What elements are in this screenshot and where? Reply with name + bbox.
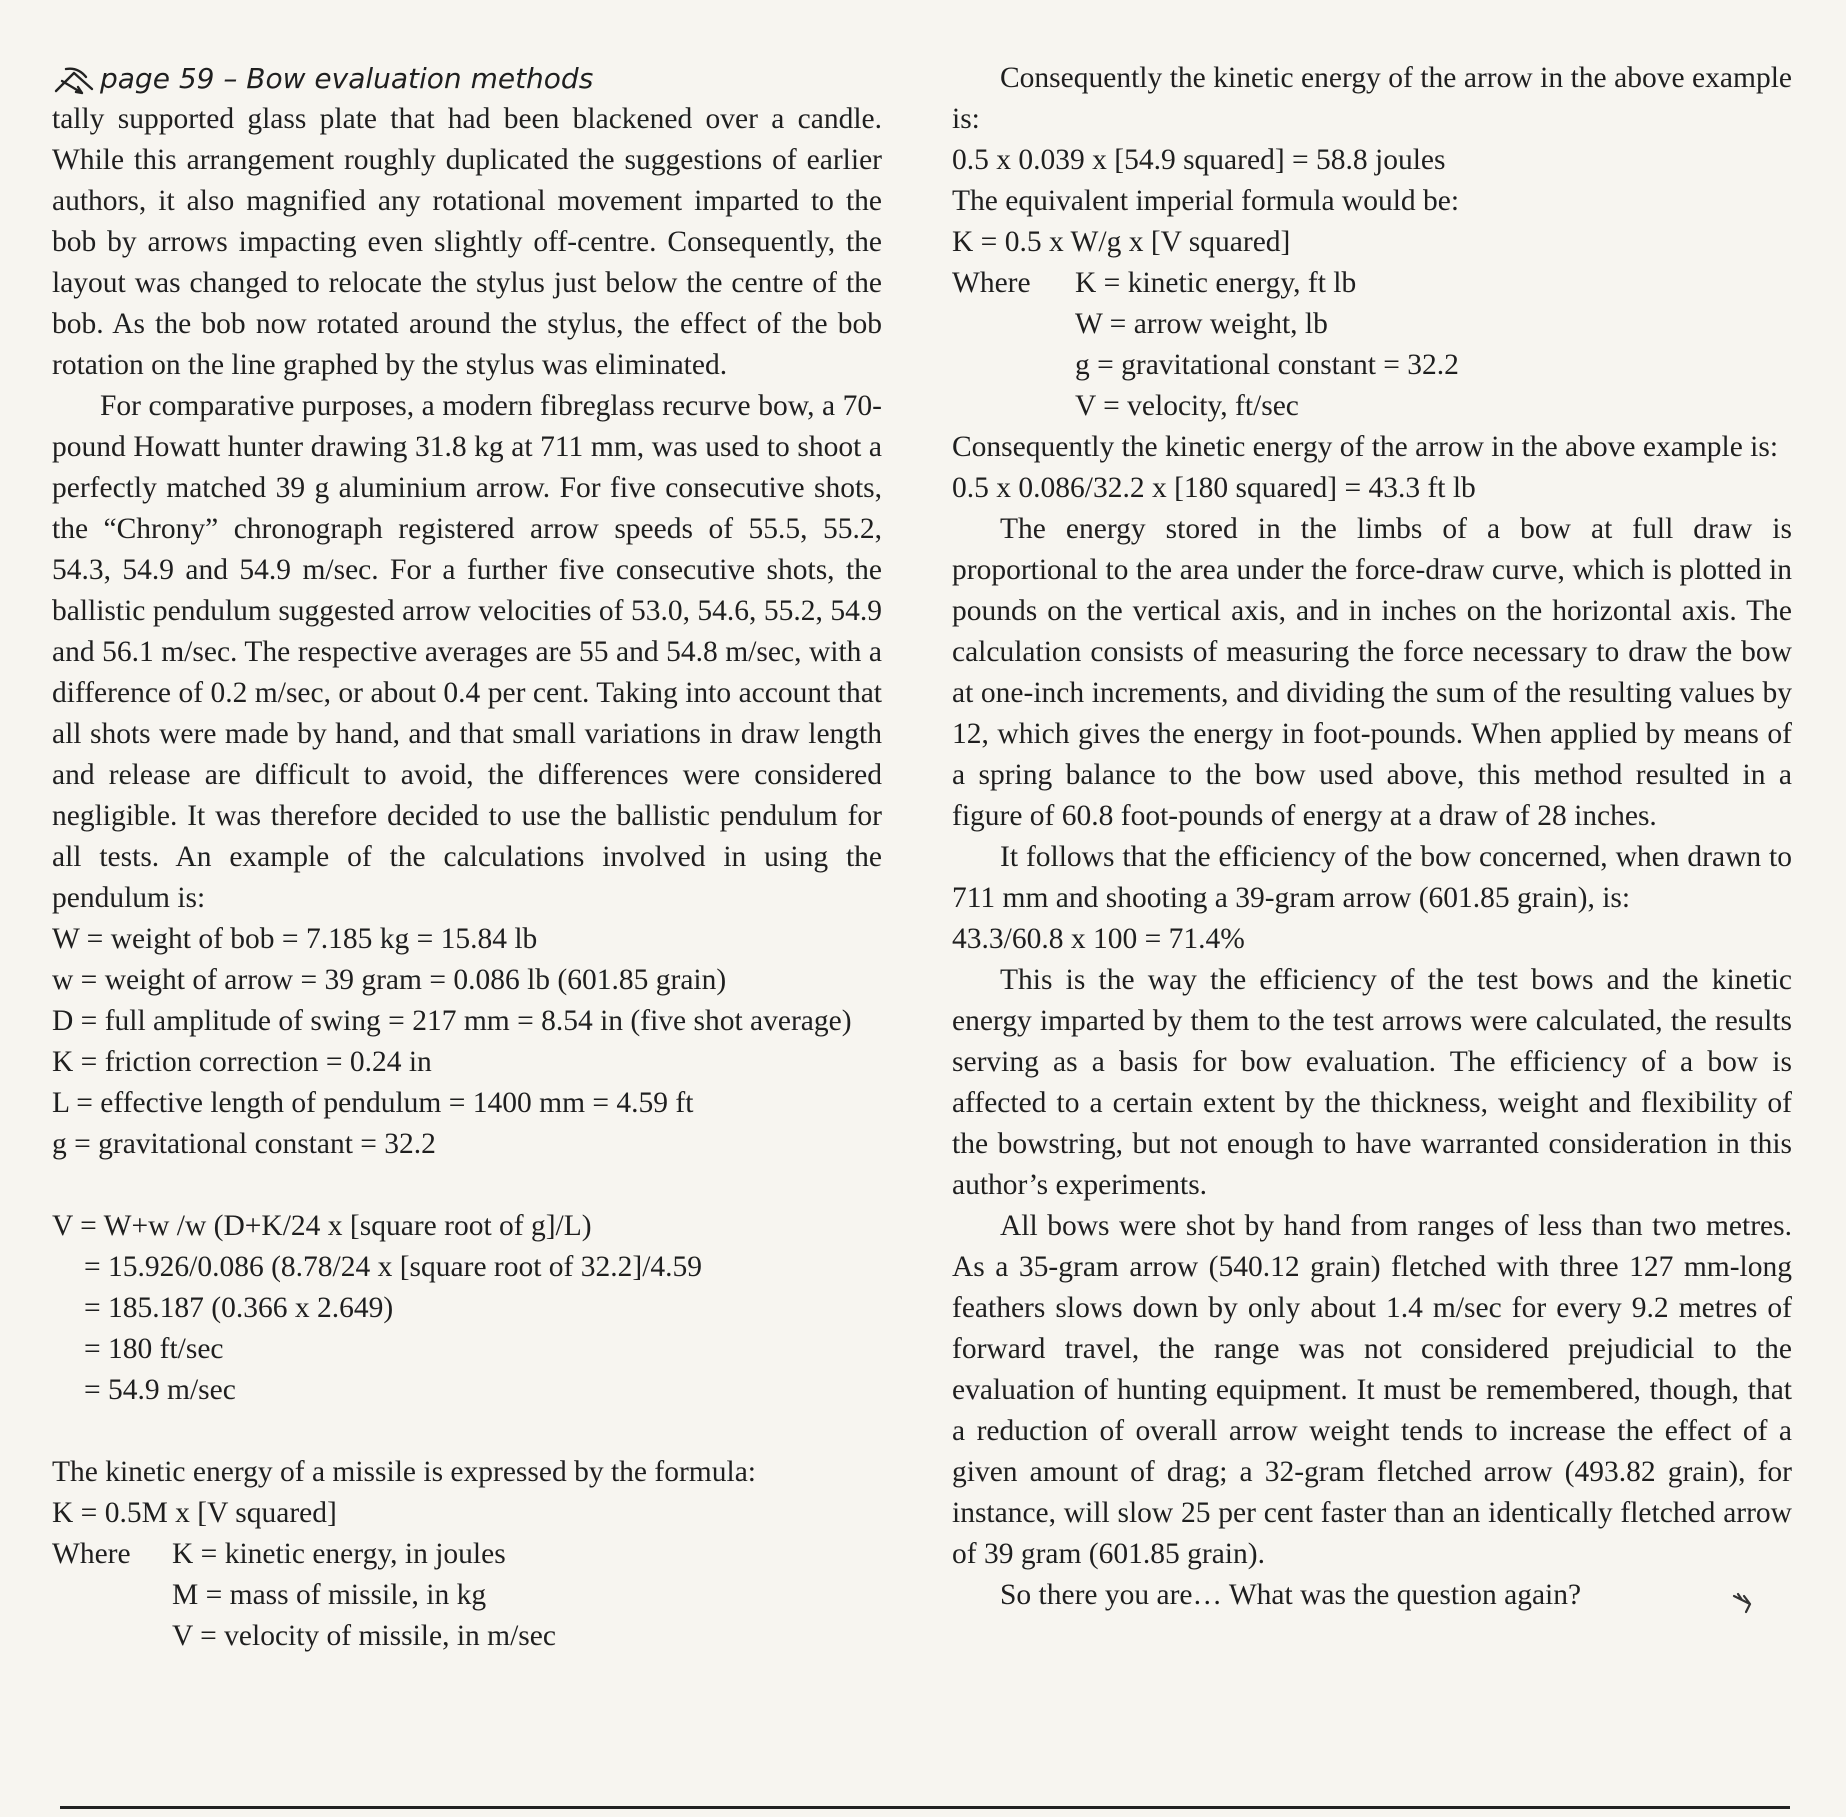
where-line: V = velocity of missile, in m/sec: [172, 1620, 556, 1652]
where-line: W = arrow weight, lb: [1075, 308, 1328, 340]
where-block: [52, 1534, 882, 1657]
equation: 0.5 x 0.039 x [54.9 squared] = 58.8 joules: [952, 144, 1446, 176]
archer-icon: [52, 63, 96, 95]
paragraph: The equivalent imperial formula would be:: [952, 185, 1460, 217]
where-label: Where: [52, 1538, 131, 1570]
where-line: V = velocity, ft/sec: [1075, 390, 1299, 422]
paragraph: This is the way the efficiency of the test bows and the kinetic energy imparted by them to the test arrows were calculated, the results serving as a basis for bow evaluation. The efficiency of a bow is affected to a certain extent by the thickness, weight and flexibility of the bowstring, but not enough to have warranted consideration in this author’s experiments.: [952, 964, 1792, 1201]
closing-line: So there you are… What was the question again?: [1000, 1579, 1582, 1611]
paragraph: Consequently the kinetic energy of the arrow in the above example is:: [952, 431, 1779, 463]
left-column: [52, 58, 882, 1657]
paragraph: For comparative purposes, a modern fibreglass recurve bow, a 70-pound Howatt hunter drawing 31.8 kg at 711 mm, was used to shoot a perfectly matched 39 g aluminium arrow. For five consecutive shots, the “Chrony” chronograph registered arrow speeds of 55.5, 55.2, 54.3, 54.9 and 54.9 m/sec. For a further five consecutive shots, the ballistic pendulum suggested arrow velocities of 53.0, 54.6, 55.2, 54.9 and 56.1 m/sec. The respective averages are 55 and 54.8 m/sec, with a difference of 0.2 m/sec, or about 0.4 per cent. Taking into account that all shots were made by hand, and that small variations in draw length and release are difficult to avoid, the differences were considered negligible. It was therefore decided to use the ballistic pendulum for all tests. An example of the calculations involved in using the pendulum is:: [52, 390, 882, 914]
imperial-formula: K = 0.5 x W/g x [V squared]: [952, 226, 1291, 258]
where-block: [952, 263, 1792, 427]
arrow-end-mark-icon: [1730, 1590, 1760, 1614]
bottom-rule: [60, 1806, 1790, 1809]
paragraph: All bows were shot by hand from ranges of less than two metres. As a 35-gram arrow (540.12 grain) fletched with three 127 mm-long feathers slows down by only about 1.4 m/sec for every 9.2 metres of forward travel, the range was not considered prejudicial to the evaluation of hunting equipment. It must be remembered, though, that a reduction of overall arrow weight tends to increase the effect of a given amount of drag; a 32-gram fletched arrow (493.82 grain), for instance, will slow 25 per cent faster than an identically fletched arrow of 39 gram (601.85 grain).: [952, 1210, 1792, 1570]
paragraph: The energy stored in the limbs of a bow at full draw is proportional to the area under the force-draw curve, which is plotted in pounds on the vertical axis, and in inches on the horizontal axis. The calculation consists of measuring the force necessary to draw the bow at one-inch increments, and dividing the sum of the resulting values by 12, which gives the energy in foot-pounds. When applied by means of a spring balance to the bow used above, this method resulted in a figure of 60.8 foot-pounds of energy at a draw of 28 inches.: [952, 513, 1792, 832]
page-header-title: page 59 – Bow evaluation methods: [100, 62, 594, 95]
variable-line: K = friction correction = 0.24 in: [52, 1046, 432, 1078]
paragraph: It follows that the efficiency of the bow concerned, when drawn to 711 mm and shooting a 39-gram arrow (601.85 grain), is:: [952, 841, 1792, 914]
equation: 0.5 x 0.086/32.2 x [180 squared] = 43.3 ft lb: [952, 472, 1476, 504]
variable-line: w = weight of arrow = 39 gram = 0.086 lb (601.85 grain): [52, 964, 727, 996]
equation: 43.3/60.8 x 100 = 71.4%: [952, 923, 1245, 955]
where-label: Where: [952, 267, 1031, 299]
variable-line: L = effective length of pendulum = 1400 mm = 4.59 ft: [52, 1087, 694, 1119]
paragraph: Consequently the kinetic energy of the arrow in the above example is:: [952, 62, 1792, 135]
calc-line: = 180 ft/sec: [84, 1333, 224, 1365]
velocity-calculation: [52, 1206, 882, 1411]
right-column: [952, 58, 1792, 1616]
calc-line: = 15.926/0.086 (8.78/24 x [square root of 32.2]/4.59: [84, 1251, 703, 1283]
where-line: K = kinetic energy, ft lb: [1075, 267, 1357, 299]
variable-line: g = gravitational constant = 32.2: [52, 1128, 436, 1160]
page-header: [52, 58, 882, 99]
where-line: M = mass of missile, in kg: [172, 1579, 487, 1611]
variable-line: W = weight of bob = 7.185 kg = 15.84 lb: [52, 923, 538, 955]
calc-line: V = W+w /w (D+K/24 x [square root of g]/L): [52, 1210, 592, 1242]
variable-list: [52, 919, 882, 1165]
where-line: K = kinetic energy, in joules: [172, 1538, 506, 1570]
variable-line: D = full amplitude of swing = 217 mm = 8.54 in (five shot average): [52, 1005, 852, 1037]
calc-line: = 54.9 m/sec: [84, 1374, 236, 1406]
where-line: g = gravitational constant = 32.2: [1075, 349, 1459, 381]
ke-formula: K = 0.5M x [V squared]: [52, 1497, 337, 1529]
paragraph: tally supported glass plate that had been blackened over a candle. While this arrangement roughly duplicated the suggestions of earlier authors, it also magnified any rotational movement imparted to the bob by arrows impacting even slightly off-centre. Consequently, the layout was changed to relocate the stylus just below the centre of the bob. As the bob now rotated around the stylus, the effect of the bob rotation on the line graphed by the stylus was eliminated.: [52, 103, 882, 381]
calc-line: = 185.187 (0.366 x 2.649): [84, 1292, 394, 1324]
ke-intro: The kinetic energy of a missile is expressed by the formula:: [52, 1456, 756, 1488]
